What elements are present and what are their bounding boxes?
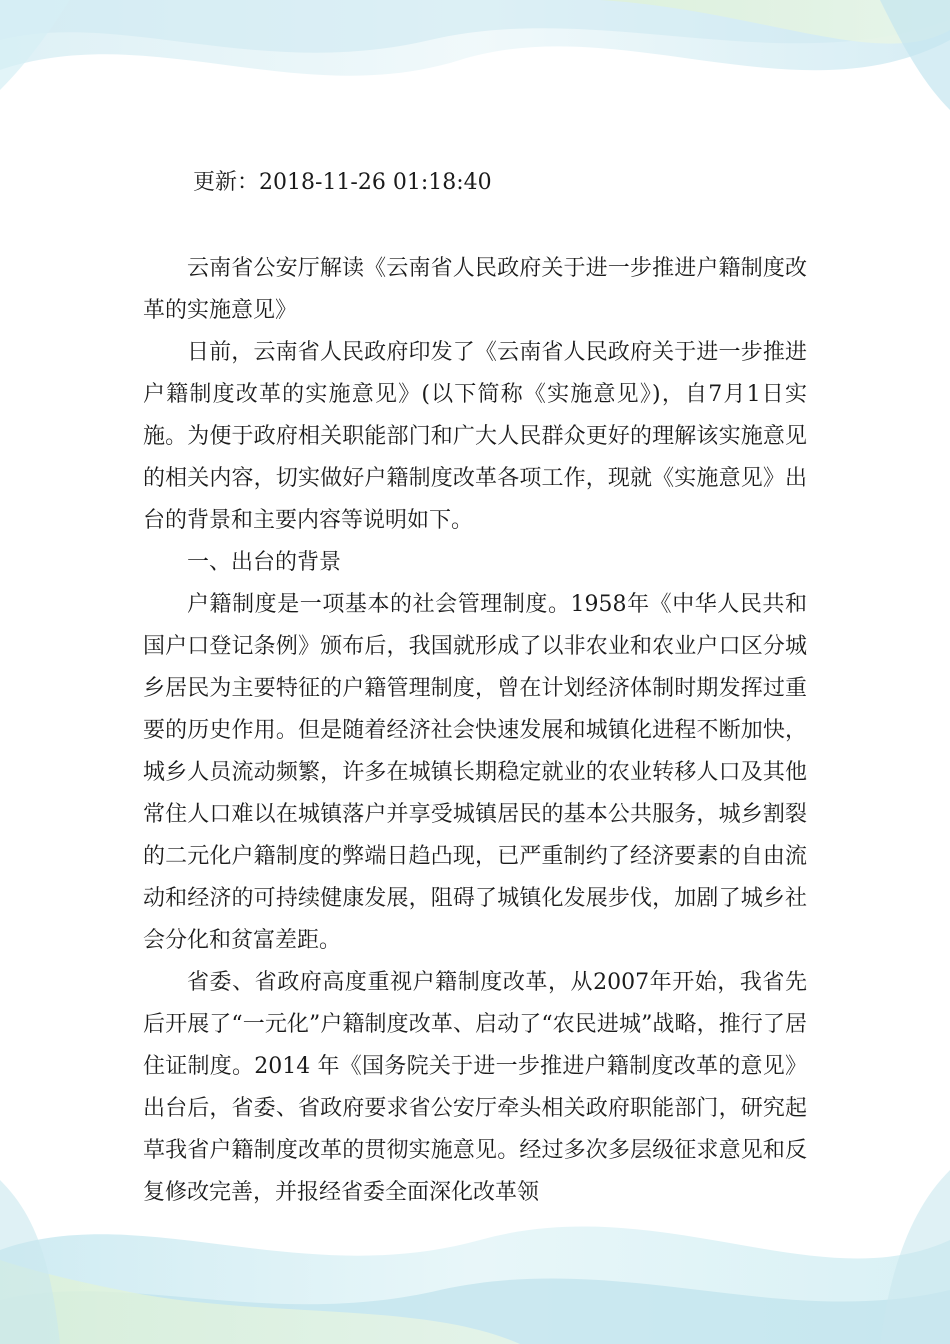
reform-history-paragraph: 省委、省政府高度重视户籍制度改革，从2007年开始，我省先后开展了“一元化”户籍制度改革、启动了“农民进城”战略，推行了居住证制度。2014 年《国务院关于进一步推进户籍制度改革的意见》出台后，省委、省政府要求省公安厅牵头相关政府职能部门，研究起草我省户籍制度改革的贯彻实施意见。经过多次多层级征求意见和反复修改完善，并报经省委全面深化改革领 xyxy=(143,970,807,1205)
article-body xyxy=(143,248,807,1214)
update-label: 更新： xyxy=(193,170,260,195)
section-heading: 一、出台的背景 xyxy=(187,550,342,575)
background-paragraph: 户籍制度是一项基本的社会管理制度。1958年《中华人民共和国户口登记条例》颁布后，我国就形成了以非农业和农业户口区分城乡居民为主要特征的户籍管理制度，曾在计划经济体制时期发挥过重要的历史作用。但是随着经济社会快速发展和城镇化进程不断加快，城乡人员流动频繁，许多在城镇长期稳定就业的农业转移人口及其他常住人口难以在城镇落户并享受城镇居民的基本公共服务，城乡割裂的二元化户籍制度的弊端日趋凸现，已严重制约了经济要素的自由流动和经济的可持续健康发展，阻碍了城镇化发展步伐，加剧了城乡社会分化和贫富差距。 xyxy=(143,592,807,953)
update-timestamp xyxy=(193,168,492,198)
update-datetime: 2018-11-26 01:18:40 xyxy=(259,170,492,195)
article-title-paragraph: 云南省公安厅解读《云南省人民政府关于进一步推进户籍制度改革的实施意见》 xyxy=(143,256,807,323)
intro-paragraph: 日前，云南省人民政府印发了《云南省人民政府关于进一步推进户籍制度改革的实施意见》(以下简称《实施意见》)，自7月1日实施。为便于政府相关职能部门和广大人民群众更好的理解该实施意见的相关内容，切实做好户籍制度改革各项工作，现就《实施意见》出台的背景和主要内容等说明如下。 xyxy=(143,340,807,533)
